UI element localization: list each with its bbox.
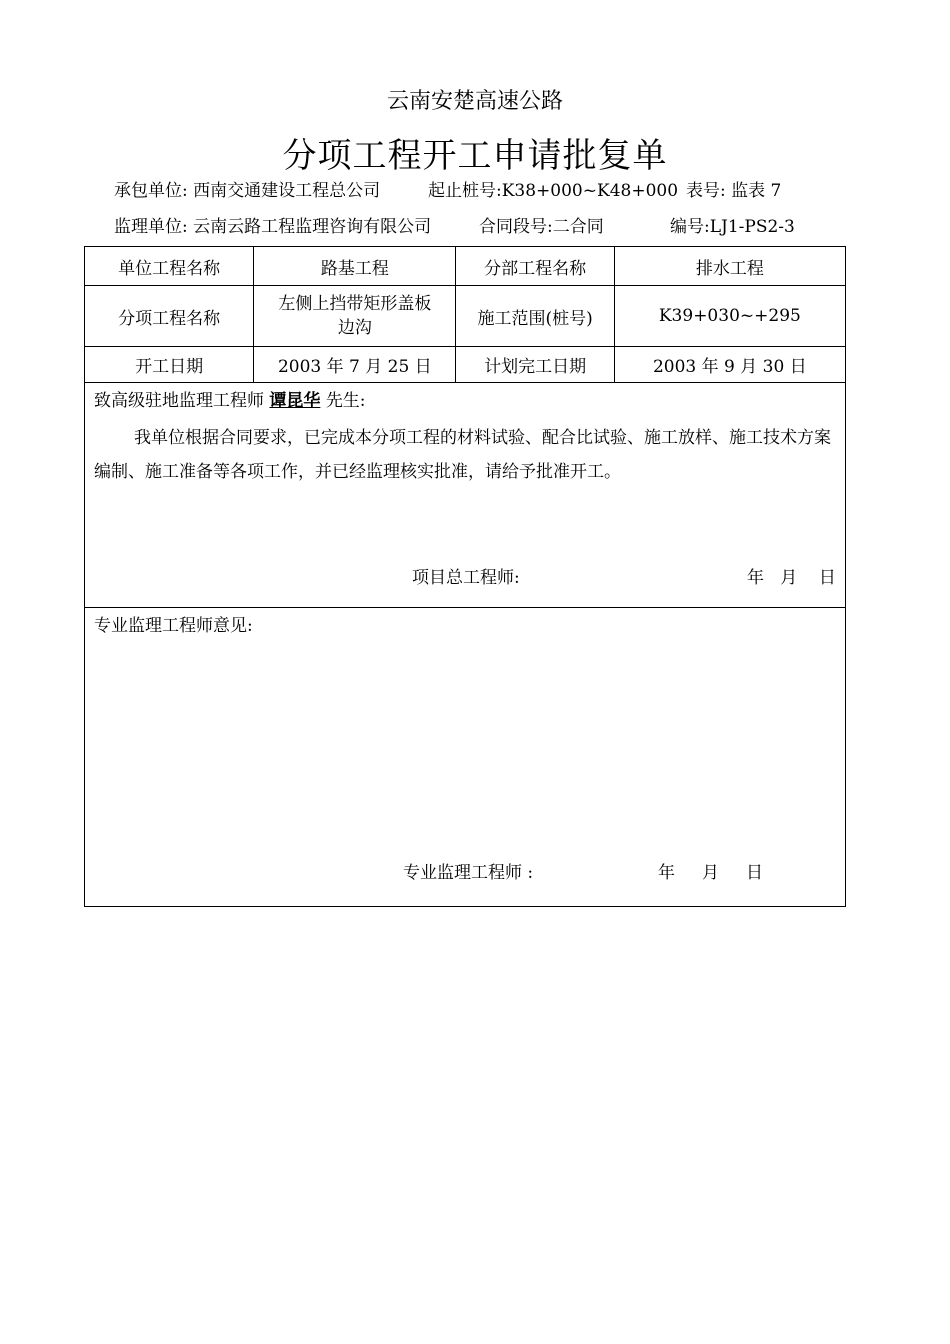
salutation-prefix: 致高级驻地监理工程师 bbox=[94, 391, 264, 411]
table-row bbox=[85, 286, 846, 347]
salutation-line bbox=[94, 386, 366, 411]
subitem-value-line2: 边沟 bbox=[337, 318, 372, 338]
salutation-suffix: 先生: bbox=[325, 391, 366, 411]
chief-engineer-signature-label: 项目总工程师: bbox=[412, 568, 520, 588]
request-date-label: 年 月 日 bbox=[747, 568, 836, 588]
planned-end-date-value: 2003 年 9 月 30 日 bbox=[614, 347, 845, 383]
unit-project-label: 单位工程名称 bbox=[85, 247, 254, 286]
start-date-label: 开工日期 bbox=[85, 347, 254, 383]
approval-form-table bbox=[84, 246, 846, 907]
document-subtitle: 云南安楚高速公路 bbox=[386, 89, 563, 114]
stake-range-text: 起止桩号:K38+000~K48+000 bbox=[428, 181, 679, 201]
construction-range-label: 施工范围(桩号) bbox=[456, 286, 614, 347]
division-project-label: 分部工程名称 bbox=[456, 247, 614, 286]
opinion-section bbox=[85, 608, 846, 907]
request-section bbox=[85, 383, 846, 608]
request-body: 我单位根据合同要求，已完成本分项工程的材料试验、配合比试验、施工放样、施工技术方案编制、施工准备等各项工作，并已经监理核实批准，请给予批准开工。 bbox=[94, 428, 831, 482]
opinion-label: 专业监理工程师意见: bbox=[94, 616, 253, 636]
form-number-text: 表号: 监表 7 bbox=[686, 181, 782, 201]
document-title: 分项工程开工申请批复单 bbox=[282, 136, 668, 176]
start-date-value: 2003 年 7 月 25 日 bbox=[254, 347, 456, 383]
subitem-project-value bbox=[254, 286, 456, 347]
subitem-value-line1: 左侧上挡带矩形盖板 bbox=[278, 294, 432, 314]
table-row bbox=[85, 247, 846, 286]
opinion-date-label: 年 月 日 bbox=[658, 863, 764, 883]
table-row bbox=[85, 347, 846, 383]
construction-range-value: K39+030~+295 bbox=[614, 286, 845, 347]
supervisor-text: 监理单位: 云南云路工程监理咨询有限公司 bbox=[114, 217, 432, 237]
planned-end-date-label: 计划完工日期 bbox=[456, 347, 614, 383]
division-project-value: 排水工程 bbox=[614, 247, 845, 286]
supervisor-signature-label: 专业监理工程师 : bbox=[403, 863, 534, 883]
engineer-name: 谭昆华 bbox=[269, 391, 321, 411]
contract-section-text: 合同段号:二合同 bbox=[479, 217, 604, 237]
opinion-cell bbox=[85, 608, 846, 907]
subitem-project-label: 分项工程名称 bbox=[85, 286, 254, 347]
request-cell bbox=[85, 383, 846, 608]
serial-number-text: 编号:LJ1-PS2-3 bbox=[670, 217, 795, 237]
contractor-text: 承包单位: 西南交通建设工程总公司 bbox=[114, 181, 381, 201]
unit-project-value: 路基工程 bbox=[254, 247, 456, 286]
